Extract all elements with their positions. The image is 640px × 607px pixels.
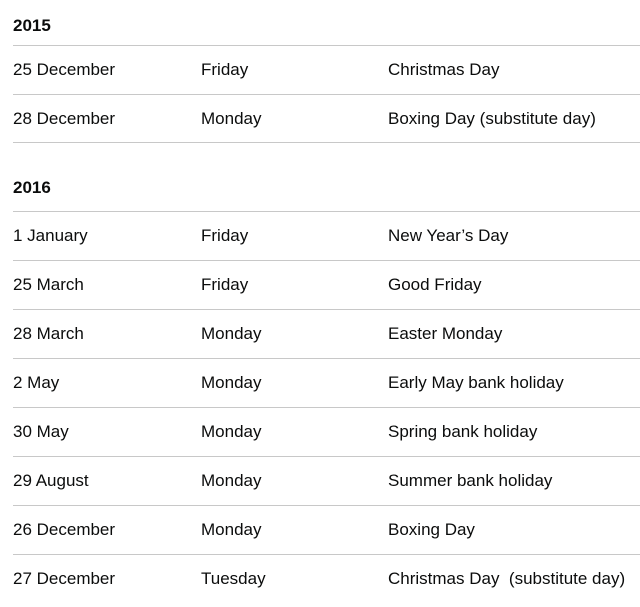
holiday-date: 27 December <box>13 569 116 588</box>
table-row <box>13 309 640 358</box>
table-row <box>13 45 640 94</box>
holidays-table-2016 <box>13 211 640 603</box>
year-heading-2015: 2015 <box>13 16 51 35</box>
holiday-date: 2 May <box>13 373 60 392</box>
table-row <box>13 407 640 456</box>
holiday-date: 28 March <box>13 324 84 343</box>
holiday-date: 25 December <box>13 60 116 79</box>
holiday-weekday: Friday <box>201 275 249 294</box>
holiday-weekday: Monday <box>201 373 262 392</box>
holiday-weekday: Friday <box>201 226 249 245</box>
holiday-date: 30 May <box>13 422 69 441</box>
table-row <box>13 554 640 603</box>
holiday-name: Boxing Day (substitute day) <box>388 109 596 128</box>
holiday-weekday: Monday <box>201 422 262 441</box>
holiday-date: 25 March <box>13 275 84 294</box>
holiday-weekday: Tuesday <box>201 569 266 588</box>
holiday-weekday: Monday <box>201 471 262 490</box>
holiday-name: Spring bank holiday <box>388 422 538 441</box>
table-row <box>13 358 640 407</box>
holiday-weekday: Friday <box>201 60 249 79</box>
table-row <box>13 260 640 309</box>
holiday-date: 28 December <box>13 109 116 128</box>
table-row <box>13 94 640 143</box>
year-heading-2016: 2016 <box>13 178 51 197</box>
holiday-date: 29 August <box>13 471 89 490</box>
holiday-name: Good Friday <box>388 275 482 294</box>
table-row <box>13 456 640 505</box>
holiday-name: Christmas Day <box>388 60 500 79</box>
holiday-name: New Year’s Day <box>388 226 509 245</box>
holiday-name: Summer bank holiday <box>388 471 553 490</box>
holiday-name: Early May bank holiday <box>388 373 564 392</box>
holiday-weekday: Monday <box>201 520 262 539</box>
holiday-name: Easter Monday <box>388 324 503 343</box>
holidays-table-2015 <box>13 45 640 143</box>
holiday-weekday: Monday <box>201 109 262 128</box>
holiday-name: Christmas Day (substitute day) <box>388 569 626 588</box>
holiday-name: Boxing Day <box>388 520 475 539</box>
holiday-date: 1 January <box>13 226 88 245</box>
table-row <box>13 505 640 554</box>
table-row <box>13 211 640 260</box>
holiday-weekday: Monday <box>201 324 262 343</box>
holiday-date: 26 December <box>13 520 116 539</box>
